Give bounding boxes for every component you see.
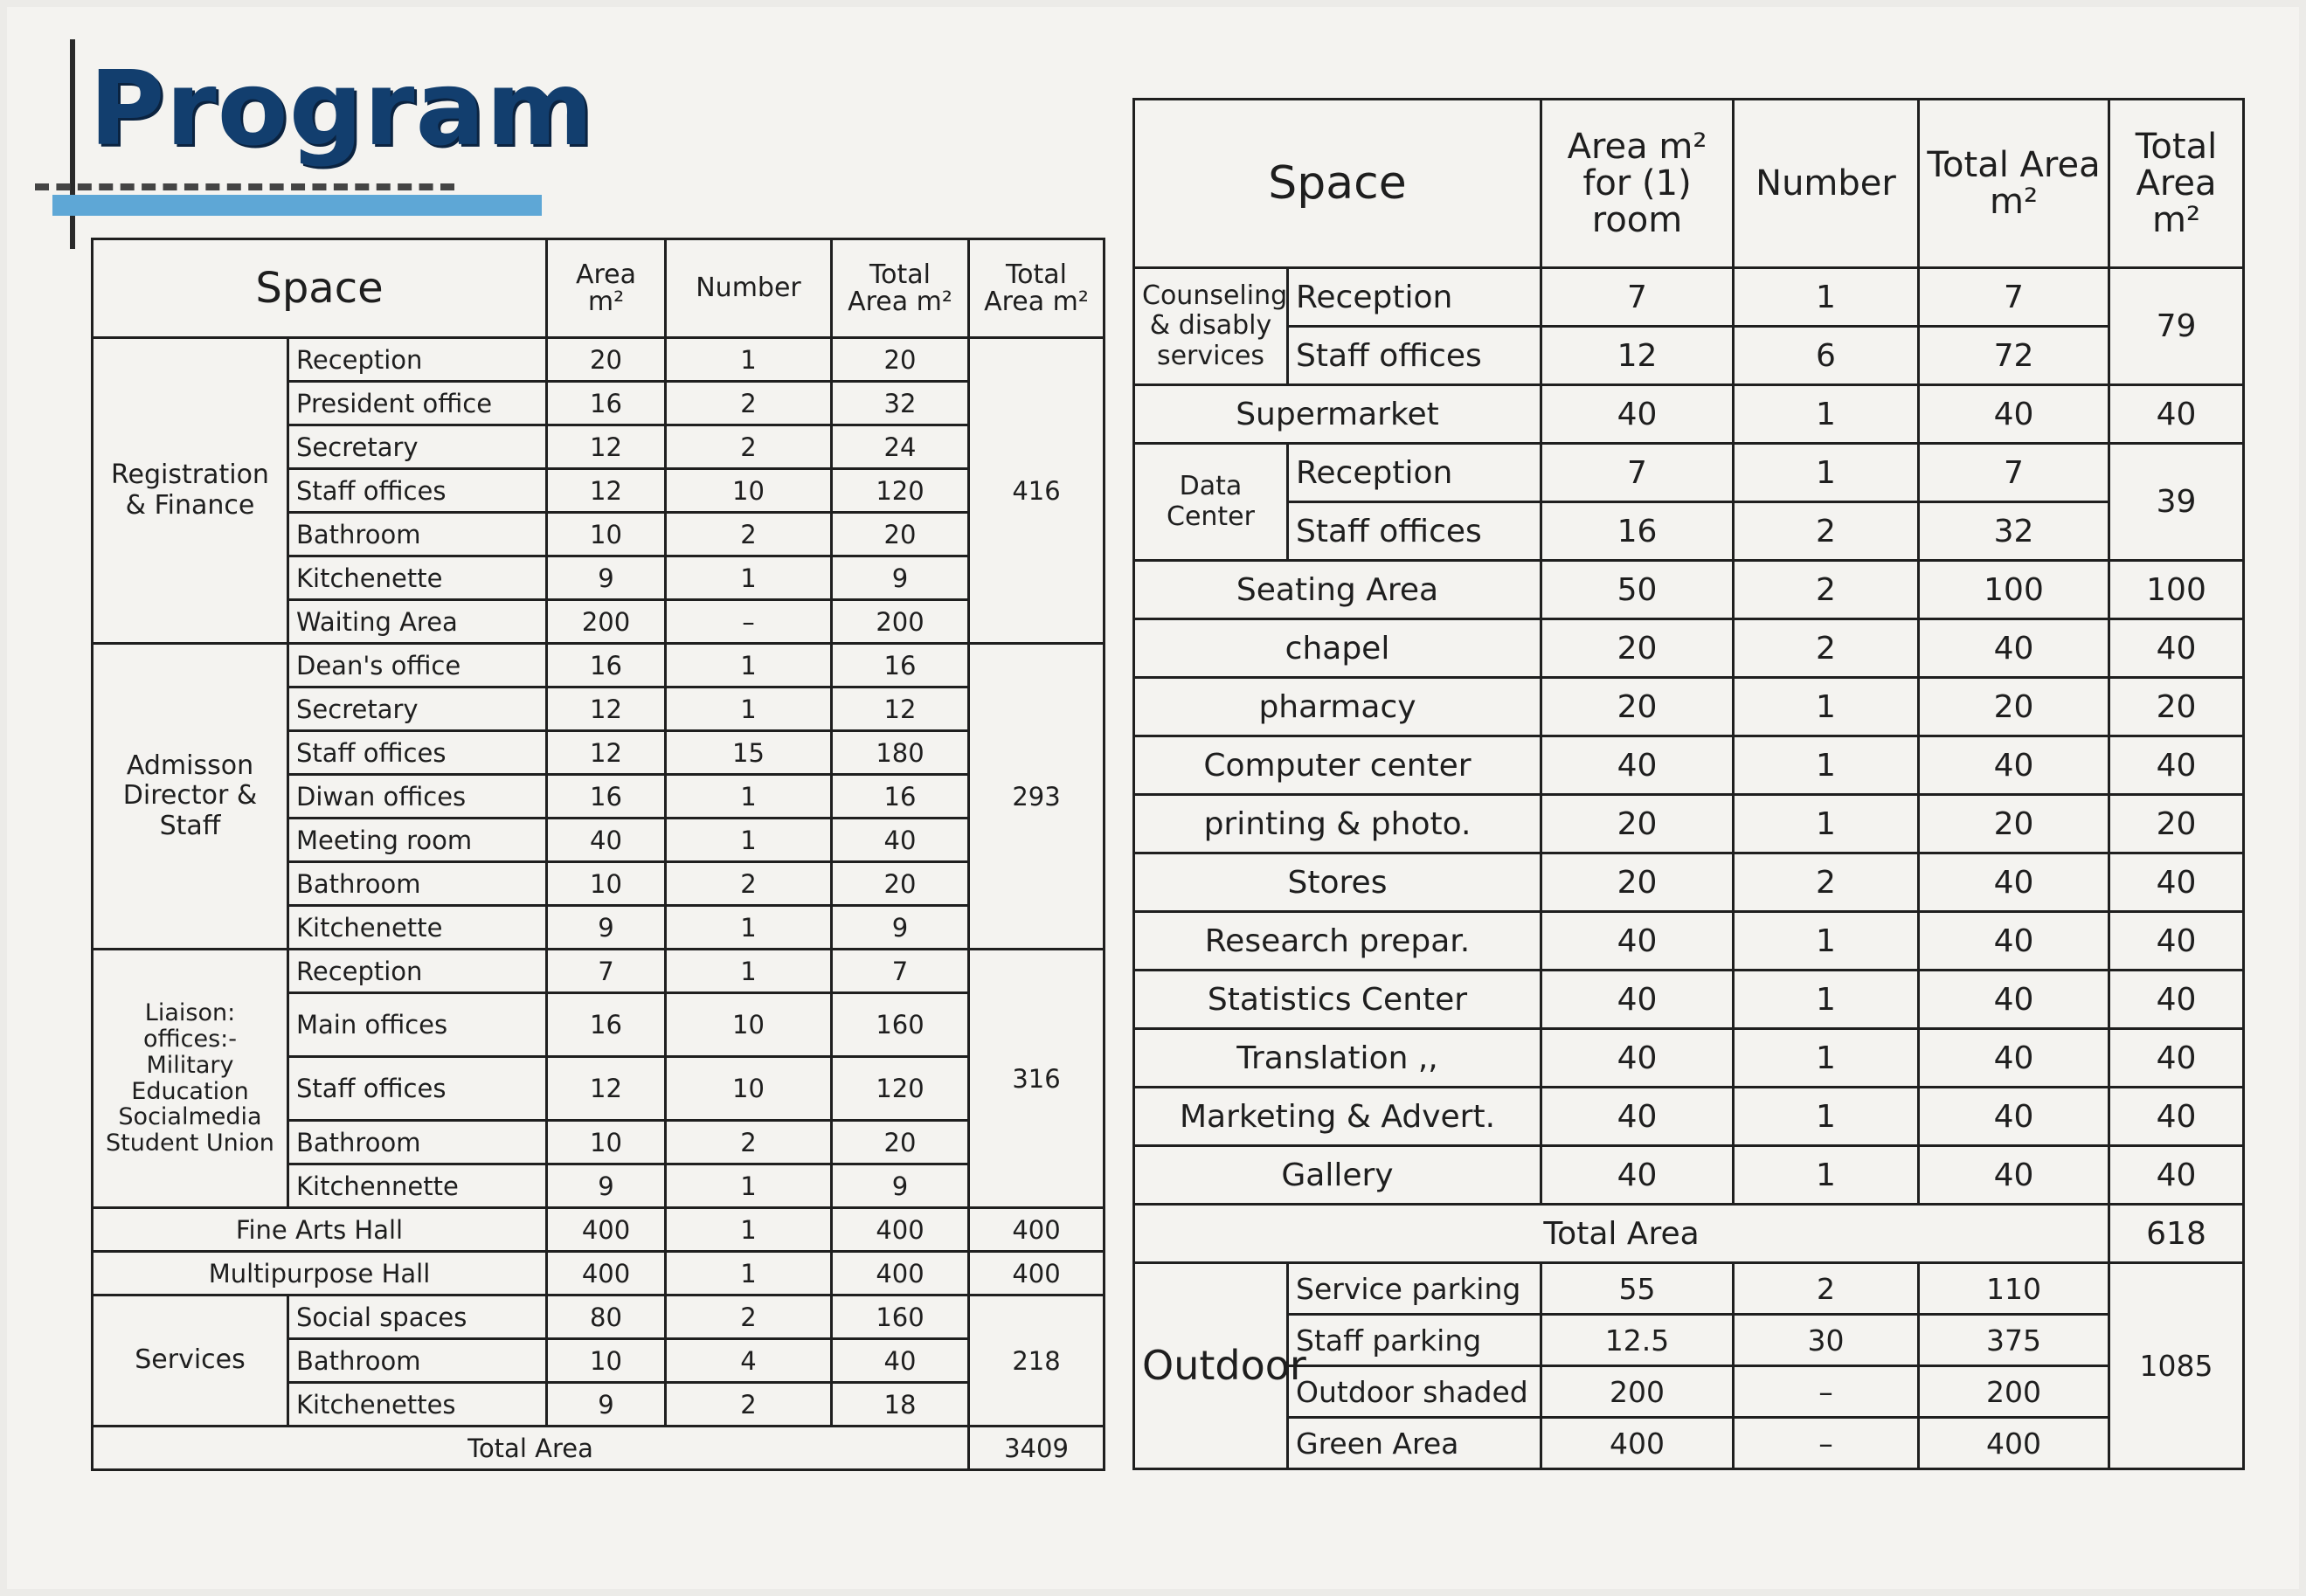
- number-value: 1: [1734, 385, 1919, 444]
- total-value: 20: [832, 338, 969, 382]
- area-value: 400: [1541, 1418, 1734, 1469]
- header-group-total: Total Area m²: [969, 239, 1105, 338]
- area-value: 40: [1541, 385, 1734, 444]
- space-name: Bathroom: [288, 1121, 547, 1164]
- space-name: Gallery: [1134, 1146, 1541, 1205]
- group-total: 40: [2109, 971, 2244, 1029]
- space-name: Supermarket: [1134, 385, 1541, 444]
- space-name: Green Area: [1288, 1418, 1541, 1469]
- total-value: 110: [1919, 1263, 2109, 1315]
- area-value: 40: [1541, 1088, 1734, 1146]
- total-value: 72: [1919, 327, 2109, 385]
- total-value: 375: [1919, 1315, 2109, 1366]
- group-total: 40: [2109, 385, 2244, 444]
- area-value: 80: [547, 1295, 666, 1339]
- area-value: 400: [547, 1252, 666, 1295]
- area-value: 400: [547, 1208, 666, 1252]
- total-value: 32: [1919, 502, 2109, 561]
- number-value: 1: [666, 687, 832, 731]
- total-value: 20: [1919, 678, 2109, 736]
- group-total: 20: [2109, 678, 2244, 736]
- header-area: Area m² for (1) room: [1541, 100, 1734, 268]
- space-name: Staff offices: [288, 1057, 547, 1121]
- table-row: [1134, 912, 2244, 971]
- area-value: 200: [1541, 1366, 1734, 1418]
- group-total: 400: [969, 1208, 1105, 1252]
- space-name: Secretary: [288, 687, 547, 731]
- number-value: 1: [666, 1164, 832, 1208]
- number-value: 10: [666, 1057, 832, 1121]
- area-value: 12: [1541, 327, 1734, 385]
- number-value: 2: [666, 1121, 832, 1164]
- area-value: 20: [1541, 853, 1734, 912]
- group-total: 40: [2109, 1146, 2244, 1205]
- number-value: 1: [666, 775, 832, 819]
- total-value: 12: [832, 687, 969, 731]
- number-value: 2: [666, 382, 832, 425]
- total-area-value: 3409: [969, 1427, 1105, 1470]
- area-value: 200: [547, 600, 666, 644]
- table-row: [1134, 1088, 2244, 1146]
- area-value: 10: [547, 1339, 666, 1383]
- total-value: 200: [1919, 1366, 2109, 1418]
- area-value: 20: [1541, 678, 1734, 736]
- group-name: Admisson Director & Staff: [93, 644, 288, 950]
- group-total: 316: [969, 950, 1105, 1208]
- number-value: 1: [666, 338, 832, 382]
- header-area: Area m²: [547, 239, 666, 338]
- space-name: Waiting Area: [288, 600, 547, 644]
- number-value: 1: [1734, 736, 1919, 795]
- area-value: 7: [547, 950, 666, 993]
- area-value: 12.5: [1541, 1315, 1734, 1366]
- table-row: [93, 1208, 1105, 1252]
- space-name: Main offices: [288, 993, 547, 1057]
- table-row: [1134, 327, 2244, 385]
- header-total-area: Total Area m²: [1919, 100, 2109, 268]
- table-header-row: [93, 239, 1105, 338]
- total-value: 20: [1919, 795, 2109, 853]
- area-value: 12: [547, 731, 666, 775]
- total-value: 40: [1919, 1146, 2109, 1205]
- title-block: [35, 39, 594, 249]
- total-value: 9: [832, 906, 969, 950]
- area-value: 7: [1541, 268, 1734, 327]
- group-name: Services: [93, 1295, 288, 1427]
- number-value: 1: [1734, 971, 1919, 1029]
- number-value: 1: [1734, 912, 1919, 971]
- space-name: Reception: [288, 338, 547, 382]
- area-value: 50: [1541, 561, 1734, 619]
- space-name: Service parking: [1288, 1263, 1541, 1315]
- group-total: 20: [2109, 795, 2244, 853]
- table-header-row: [1134, 100, 2244, 268]
- header-number: Number: [1734, 100, 1919, 268]
- area-value: 10: [547, 513, 666, 556]
- space-name: Reception: [1288, 444, 1541, 502]
- space-name: Dean's office: [288, 644, 547, 687]
- number-value: 1: [666, 906, 832, 950]
- number-value: 1: [1734, 1088, 1919, 1146]
- space-name: Stores: [1134, 853, 1541, 912]
- table-row: [93, 338, 1105, 382]
- table-row: [93, 1295, 1105, 1339]
- table-row: [1134, 1146, 2244, 1205]
- table-row: [1134, 444, 2244, 502]
- area-value: 7: [1541, 444, 1734, 502]
- table-row: [1134, 1263, 2244, 1315]
- header-number: Number: [666, 239, 832, 338]
- title-highlight-bar: [52, 195, 542, 216]
- number-value: 2: [666, 1383, 832, 1427]
- number-value: –: [1734, 1418, 1919, 1469]
- area-value: 40: [1541, 736, 1734, 795]
- group-total: 40: [2109, 853, 2244, 912]
- total-area-label: Total Area: [93, 1427, 969, 1470]
- space-name: Kitchennette: [288, 1164, 547, 1208]
- total-value: 40: [1919, 971, 2109, 1029]
- total-value: 200: [832, 600, 969, 644]
- group-name: Data Center: [1134, 444, 1288, 561]
- table-row: [1134, 971, 2244, 1029]
- group-total: 39: [2109, 444, 2244, 561]
- group-total: 40: [2109, 1029, 2244, 1088]
- number-value: –: [666, 600, 832, 644]
- space-name: Secretary: [288, 425, 547, 469]
- number-value: 1: [1734, 678, 1919, 736]
- space-name: Staff parking: [1288, 1315, 1541, 1366]
- space-name: Kitchenette: [288, 906, 547, 950]
- space-name: Multipurpose Hall: [93, 1252, 547, 1295]
- table-row: [1134, 619, 2244, 678]
- area-value: 9: [547, 556, 666, 600]
- group-name: Registration & Finance: [93, 338, 288, 644]
- area-value: 20: [547, 338, 666, 382]
- number-value: 2: [1734, 1263, 1919, 1315]
- total-value: 100: [1919, 561, 2109, 619]
- area-value: 40: [1541, 971, 1734, 1029]
- space-name: Meeting room: [288, 819, 547, 862]
- table-row: [93, 644, 1105, 687]
- group-name: Liaison: offices:- Military Education Socialmedia Student Union: [93, 950, 288, 1208]
- total-value: 7: [832, 950, 969, 993]
- number-value: 1: [1734, 1029, 1919, 1088]
- number-value: 2: [666, 862, 832, 906]
- space-name: Computer center: [1134, 736, 1541, 795]
- space-name: Outdoor shaded: [1288, 1366, 1541, 1418]
- total-row: [1134, 1205, 2244, 1263]
- table-row: [93, 1252, 1105, 1295]
- header-space: Space: [1134, 100, 1541, 268]
- table-row: [1134, 502, 2244, 561]
- number-value: 15: [666, 731, 832, 775]
- total-value: 9: [832, 556, 969, 600]
- number-value: 30: [1734, 1315, 1919, 1366]
- number-value: 1: [1734, 795, 1919, 853]
- area-value: 9: [547, 1164, 666, 1208]
- space-name: Bathroom: [288, 513, 547, 556]
- area-value: 16: [1541, 502, 1734, 561]
- group-name: Counseling & disably services: [1134, 268, 1288, 385]
- table-row: [1134, 561, 2244, 619]
- space-name: Kitchenettes: [288, 1383, 547, 1427]
- number-value: 1: [666, 819, 832, 862]
- total-value: 16: [832, 775, 969, 819]
- area-value: 10: [547, 1121, 666, 1164]
- group-name: Outdoor: [1134, 1263, 1288, 1469]
- total-row: [93, 1427, 1105, 1470]
- header-total-area: Total Area m²: [832, 239, 969, 338]
- number-value: 2: [1734, 502, 1919, 561]
- group-total: 100: [2109, 561, 2244, 619]
- space-name: Staff offices: [288, 731, 547, 775]
- number-value: 1: [666, 1252, 832, 1295]
- title-margin-line: [70, 39, 75, 249]
- area-value: 40: [547, 819, 666, 862]
- total-value: 400: [1919, 1418, 2109, 1469]
- number-value: 2: [1734, 561, 1919, 619]
- group-total: 40: [2109, 1088, 2244, 1146]
- group-total: 40: [2109, 912, 2244, 971]
- header-space: Space: [93, 239, 547, 338]
- area-value: 10: [547, 862, 666, 906]
- total-area-value: 618: [2109, 1205, 2244, 1263]
- total-area-label: Total Area: [1134, 1205, 2109, 1263]
- total-value: 160: [832, 993, 969, 1057]
- group-total: 400: [969, 1252, 1105, 1295]
- number-value: 2: [1734, 619, 1919, 678]
- total-value: 16: [832, 644, 969, 687]
- total-value: 40: [832, 819, 969, 862]
- group-total: 79: [2109, 268, 2244, 385]
- number-value: 1: [666, 950, 832, 993]
- table-row: [1134, 385, 2244, 444]
- space-name: Bathroom: [288, 862, 547, 906]
- space-name: Diwan offices: [288, 775, 547, 819]
- table-row: [1134, 795, 2244, 853]
- total-value: 40: [1919, 736, 2109, 795]
- table-row: [1134, 853, 2244, 912]
- number-value: 2: [1734, 853, 1919, 912]
- number-value: 1: [666, 1208, 832, 1252]
- number-value: 10: [666, 993, 832, 1057]
- area-value: 40: [1541, 1029, 1734, 1088]
- number-value: 1: [1734, 444, 1919, 502]
- space-name: Bathroom: [288, 1339, 547, 1383]
- total-value: 32: [832, 382, 969, 425]
- number-value: –: [1734, 1366, 1919, 1418]
- space-name: Social spaces: [288, 1295, 547, 1339]
- number-value: 2: [666, 1295, 832, 1339]
- total-value: 20: [832, 862, 969, 906]
- program-table-right: [1132, 98, 2245, 1470]
- area-value: 16: [547, 775, 666, 819]
- space-name: Fine Arts Hall: [93, 1208, 547, 1252]
- area-value: 55: [1541, 1263, 1734, 1315]
- total-value: 7: [1919, 268, 2109, 327]
- total-value: 120: [832, 1057, 969, 1121]
- total-value: 40: [1919, 1088, 2109, 1146]
- total-value: 180: [832, 731, 969, 775]
- group-total: 40: [2109, 736, 2244, 795]
- space-name: chapel: [1134, 619, 1541, 678]
- space-name: Research prepar.: [1134, 912, 1541, 971]
- space-name: President office: [288, 382, 547, 425]
- table-row: [93, 950, 1105, 993]
- total-value: 24: [832, 425, 969, 469]
- space-name: Seating Area: [1134, 561, 1541, 619]
- page-title: Program: [89, 48, 594, 169]
- number-value: 1: [666, 556, 832, 600]
- space-name: Reception: [288, 950, 547, 993]
- total-value: 40: [1919, 912, 2109, 971]
- group-total: 218: [969, 1295, 1105, 1427]
- area-value: 12: [547, 1057, 666, 1121]
- area-value: 9: [547, 1383, 666, 1427]
- number-value: 6: [1734, 327, 1919, 385]
- space-name: Marketing & Advert.: [1134, 1088, 1541, 1146]
- group-total: 293: [969, 644, 1105, 950]
- total-value: 40: [1919, 385, 2109, 444]
- table-row: [1134, 1029, 2244, 1088]
- group-total: 40: [2109, 619, 2244, 678]
- total-value: 400: [832, 1208, 969, 1252]
- group-total: 1085: [2109, 1263, 2244, 1469]
- space-name: printing & photo.: [1134, 795, 1541, 853]
- total-value: 9: [832, 1164, 969, 1208]
- area-value: 16: [547, 993, 666, 1057]
- space-name: Translation ,,: [1134, 1029, 1541, 1088]
- space-name: Kitchenette: [288, 556, 547, 600]
- total-value: 40: [1919, 1029, 2109, 1088]
- space-name: Reception: [1288, 268, 1541, 327]
- number-value: 4: [666, 1339, 832, 1383]
- number-value: 1: [1734, 268, 1919, 327]
- number-value: 2: [666, 513, 832, 556]
- table-row: [1134, 678, 2244, 736]
- total-value: 20: [832, 1121, 969, 1164]
- area-value: 12: [547, 425, 666, 469]
- total-value: 160: [832, 1295, 969, 1339]
- total-value: 120: [832, 469, 969, 513]
- total-value: 7: [1919, 444, 2109, 502]
- program-table-left: [91, 238, 1105, 1471]
- total-value: 20: [832, 513, 969, 556]
- total-value: 40: [1919, 619, 2109, 678]
- space-name: Staff offices: [1288, 327, 1541, 385]
- table-row: [1134, 268, 2244, 327]
- title-dashed-underline: [35, 183, 454, 190]
- space-name: Statistics Center: [1134, 971, 1541, 1029]
- table-row: [1134, 736, 2244, 795]
- area-value: 40: [1541, 1146, 1734, 1205]
- total-value: 400: [832, 1252, 969, 1295]
- area-value: 9: [547, 906, 666, 950]
- space-name: Staff offices: [288, 469, 547, 513]
- area-value: 12: [547, 469, 666, 513]
- space-name: Staff offices: [1288, 502, 1541, 561]
- header-group-total: Total Area m²: [2109, 100, 2244, 268]
- number-value: 1: [666, 644, 832, 687]
- group-total: 416: [969, 338, 1105, 644]
- area-value: 20: [1541, 619, 1734, 678]
- area-value: 16: [547, 644, 666, 687]
- table-row: [1134, 1418, 2244, 1469]
- number-value: 1: [1734, 1146, 1919, 1205]
- space-name: pharmacy: [1134, 678, 1541, 736]
- number-value: 2: [666, 425, 832, 469]
- area-value: 12: [547, 687, 666, 731]
- total-value: 40: [1919, 853, 2109, 912]
- total-value: 18: [832, 1383, 969, 1427]
- area-value: 20: [1541, 795, 1734, 853]
- number-value: 10: [666, 469, 832, 513]
- area-value: 40: [1541, 912, 1734, 971]
- area-value: 16: [547, 382, 666, 425]
- total-value: 40: [832, 1339, 969, 1383]
